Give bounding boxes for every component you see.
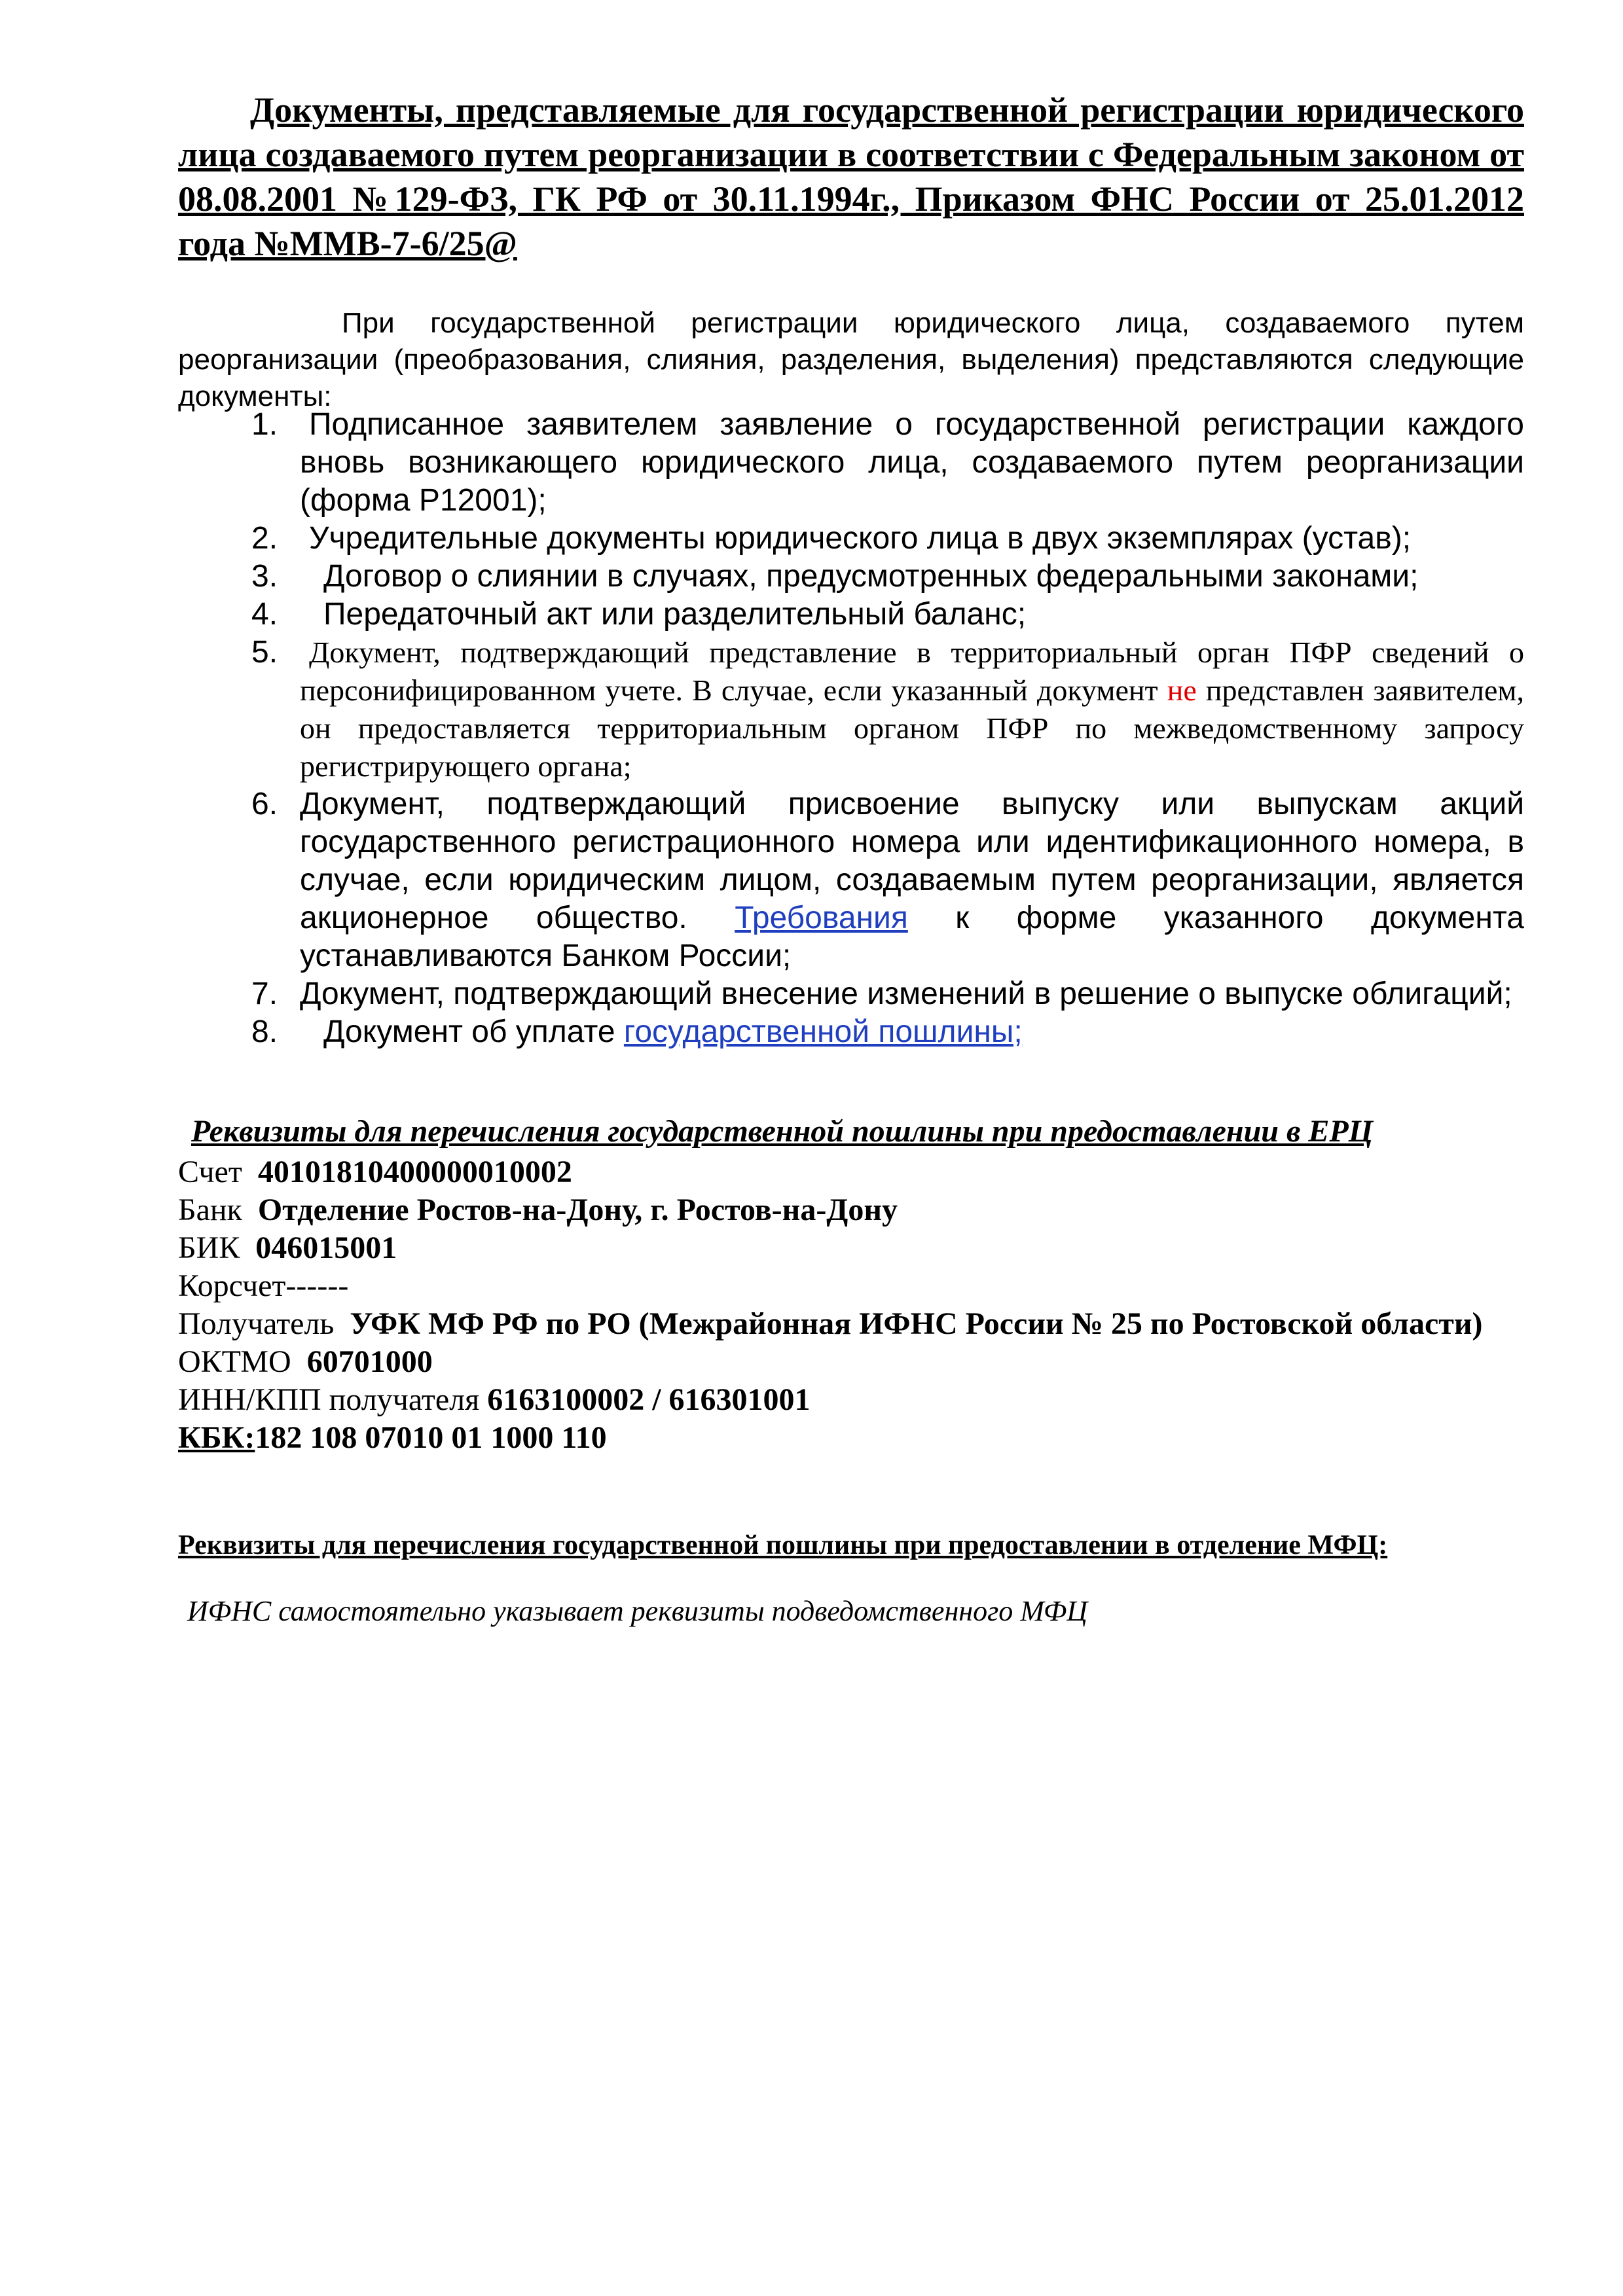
bik-value: 046015001 [255,1230,397,1265]
bank-label: Банк [178,1193,242,1227]
inn-value: 6163100002 / 616301001 [487,1382,811,1417]
erc-requisites [178,1153,1540,1457]
list-item-text: Учредительные документы юридического лица в двух экземплярах (устав); [309,521,1412,556]
list-item [178,785,1524,975]
list-item-text: Подписанное заявителем заявление о государственной регистрации каждого вновь возникающего юридического лица, создаваемого путем реорганизации (форма Р12001); [300,407,1524,518]
list-item-number: 1. [251,407,278,442]
mfc-note: ИФНС самостоятельно указывает реквизиты подведомственного МФЦ [187,1595,1087,1627]
list-item-number: 8. [251,1014,278,1049]
document-title [178,88,1524,266]
list-item [178,520,1524,558]
state-duty-link[interactable]: государственной пошлины; [623,1014,1023,1049]
list-item-text-continued: представлен заявителем, он предоставляется территориальным органом ПФР по межведомственному запросу регистрирующего органа; [300,673,1524,783]
list-item [178,596,1524,634]
list-item-number: 3. [251,559,278,594]
recipient-value: УФК МФ РФ по РО (Межрайонная ИФНС России № 25 по Ростовской области) [350,1306,1483,1341]
inn-row [178,1381,1540,1419]
korr-row [178,1267,1540,1305]
list-item-text: Передаточный акт или разделительный баланс; [323,597,1027,632]
korr-label: Корсчет------ [178,1268,349,1303]
account-row [178,1153,1540,1191]
kbk-value: 182 108 07010 01 1000 110 [255,1420,607,1455]
oktmo-value: 60701000 [306,1344,433,1379]
bik-row [178,1229,1540,1267]
inn-label: ИНН/КПП получателя [178,1382,480,1417]
requirements-link[interactable]: Требования [735,901,908,935]
kbk-label: КБК: [178,1420,255,1455]
bik-label: БИК [178,1230,240,1265]
recipient-label: Получатель [178,1306,335,1341]
account-label: Счет [178,1155,242,1189]
list-item-number: 4. [251,597,278,632]
bank-row [178,1191,1540,1229]
list-item-number: 5. [251,635,278,670]
list-item [178,406,1524,520]
list-item-number: 7. [251,977,278,1011]
mfc-heading: Реквизиты для перечисления государственной пошлины при предоставлении в отделение МФЦ: [178,1530,1388,1560]
list-item-text: Документ, подтверждающий присвоение выпуску или выпускам акций государственного регистрационного номера или идентификационного номера, в случае, если юридическим лицом, создаваемым путем реорганизации, является акционерное общество. [300,787,1524,935]
account-value: 40101810400000010002 [257,1155,572,1189]
kbk-row [178,1419,1540,1457]
documents-list [178,406,1524,1051]
emphasis-not: не [1167,673,1197,707]
intro-paragraph [178,305,1524,415]
recipient-row [178,1305,1540,1343]
erc-heading: Реквизиты для перечисления государственной пошлины при предоставлении в ЕРЦ [191,1114,1374,1149]
list-item-text: Договор о слиянии в случаях, предусмотренных федеральными законами; [323,559,1419,594]
bank-value: Отделение Ростов-на-Дону, г. Ростов-на-Дону [257,1193,898,1227]
list-item-text: Документ, подтверждающий представление в территориальный орган ПФР сведений о персонифицированном учете. В случае, если указанный документ [300,636,1524,707]
list-item [178,558,1524,596]
list-item-number: 2. [251,521,278,556]
intro-text: При государственной регистрации юридического лица, создаваемого путем реорганизации (преобразования, слияния, разделения, выделения) представляются следующие документы: [178,307,1524,412]
list-item-text: Документ, подтверждающий внесение изменений в решение о выпуске облигаций; [300,977,1512,1011]
list-item [178,975,1524,1013]
oktmo-label: ОКТМО [178,1344,291,1379]
list-item-number: 6. [251,787,278,821]
list-item [178,1013,1524,1051]
list-item-text: Документ об уплате [323,1014,624,1049]
oktmo-row [178,1343,1540,1381]
list-item [178,634,1524,785]
document-title-text: Документы, представляемые для государственной регистрации юридического лица создаваемого путем реорганизации в соответствии с Федеральным законом от 08.08.2001 №129-ФЗ, ГК РФ от 30.11.1994г., Приказом ФНС России от 25.01.2012 года №ММВ-7-6/25@ [178,90,1524,263]
list-item-text-continued: к форме указанного документа устанавливаются Банком России; [300,901,1524,973]
